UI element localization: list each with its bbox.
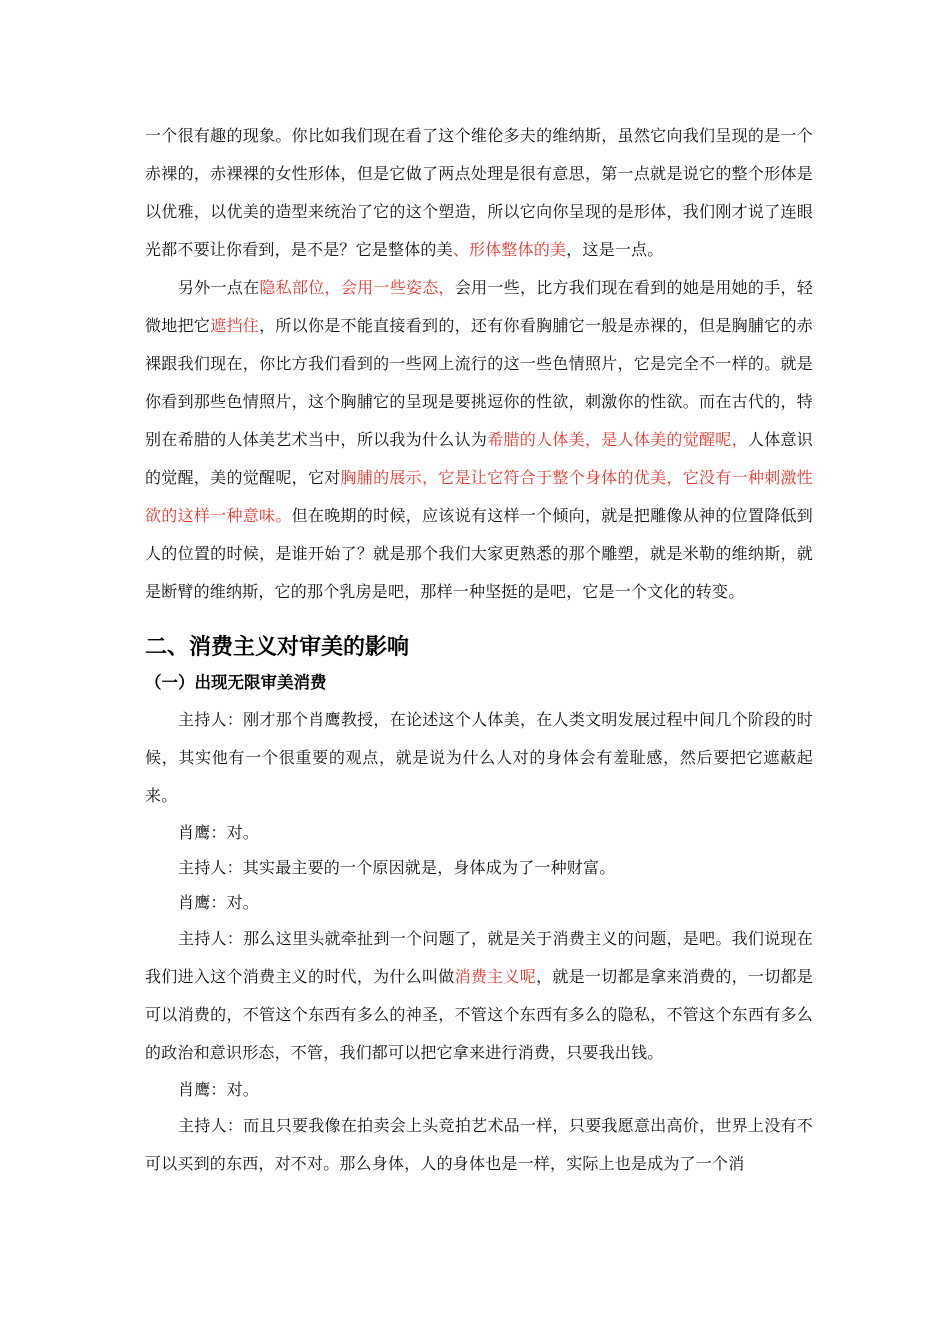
highlighted-text: 遮挡住 <box>210 316 260 335</box>
highlighted-text: 希腊的人体美，是人体美的觉醒呢， <box>487 430 748 449</box>
text-run: 另外一点在 <box>178 278 260 297</box>
highlighted-text: 胸脯的展示，它是让它符合于整个身体的优美，它没有一种刺激性欲的这样一种意味。 <box>145 468 813 525</box>
highlighted-text: 、形体整体的美 <box>452 240 567 259</box>
highlighted-text: 隐私部位，会用一些姿态， <box>259 278 455 297</box>
dialogue-host-2: 主持人：其实最主要的一个原因就是，身体成为了一种财富。 <box>178 858 616 877</box>
text-run: ，这是一点。 <box>566 240 664 259</box>
text-run: 主持人：那么这里头就牵扯到一个问题了，就是关于消费主义的问题，是吧。我们说现在我们进入这个消费主义的时代，为什么叫做 <box>145 929 813 986</box>
section-heading: 二、消费主义对审美的影响 <box>145 635 410 660</box>
subsection-heading: （一）出现无限审美消费 <box>145 673 327 692</box>
dialogue-xiaoying-2: 肖鹰：对。 <box>178 893 260 912</box>
text-run: 但在晚期的时候，应该说有这样一个倾向，就是把雕像从神的位置降低到人的位置的时候，是谁开始了？就是那个我们大家更熟悉的那个雕塑，就是米勒的维纳斯，就是断臂的维纳斯，它的那个乳房是吧，那样一种坚挺的是吧，它是一个文化的转变。 <box>145 506 813 601</box>
document-page <box>145 117 813 1183</box>
text-run: 人体意识的觉醒，美的觉醒呢，它对 <box>145 430 813 487</box>
text-run: ，就是一切都是拿来消费的，一切都是可以消费的，不管这个东西有多么的神圣，不管这个东西有多么的隐私，不管这个东西有多么的政治和意识形态，不管，我们都可以把它拿来进行消费，只要我出钱。 <box>145 967 813 1062</box>
paragraph-second-point <box>145 269 813 611</box>
dialogue-host-4: 主持人：而且只要我像在拍卖会上头竞拍艺术品一样，只要我愿意出高价，世界上没有不可以买到的东西，对不对。那么身体，人的身体也是一样，实际上也是成为了一个消 <box>145 1116 813 1173</box>
dialogue-host-3 <box>145 920 813 1072</box>
dialogue-xiaoying-1: 肖鹰：对。 <box>178 823 260 842</box>
dialogue-xiaoying-3: 肖鹰：对。 <box>178 1080 260 1099</box>
dialogue-host-1: 主持人：刚才那个肖鹰教授，在论述这个人体美，在人类文明发展过程中间几个阶段的时候，其实他有一个很重要的观点，就是说为什么人对的身体会有羞耻感，然后要把它遮蔽起来。 <box>145 710 813 805</box>
highlighted-text: 消费主义呢 <box>454 967 537 986</box>
text-run: ，所以你是不能直接看到的，还有你看胸脯它一般是赤裸的，但是胸脯它的赤裸跟我们现在，你比方我们看到的一些网上流行的这一些色情照片，它是完全不一样的。就是你看到那些色情照片，这个胸脯它的呈现是要挑逗你的性欲，刺激你的性欲。而在古代的，特别在希腊的人体美艺术当中，所以我为什么认为 <box>145 316 813 449</box>
text-run: 会用一些，比方我们现在看到的她是用她的手，轻微地把它 <box>145 278 813 335</box>
paragraph-venus-intro <box>145 117 813 269</box>
text-run: 一个很有趣的现象。你比如我们现在看了这个维伦多夫的维纳斯，虽然它向我们呈现的是一个赤裸的，赤裸裸的女性形体，但是它做了两点处理是很有意思，第一点就是说它的整个形体是以优雅，以优美的造型来统治了它的这个塑造，所以它向你呈现的是形体，我们刚才说了连眼光都不要让你看到，是不是？它是整体的美 <box>145 126 813 259</box>
